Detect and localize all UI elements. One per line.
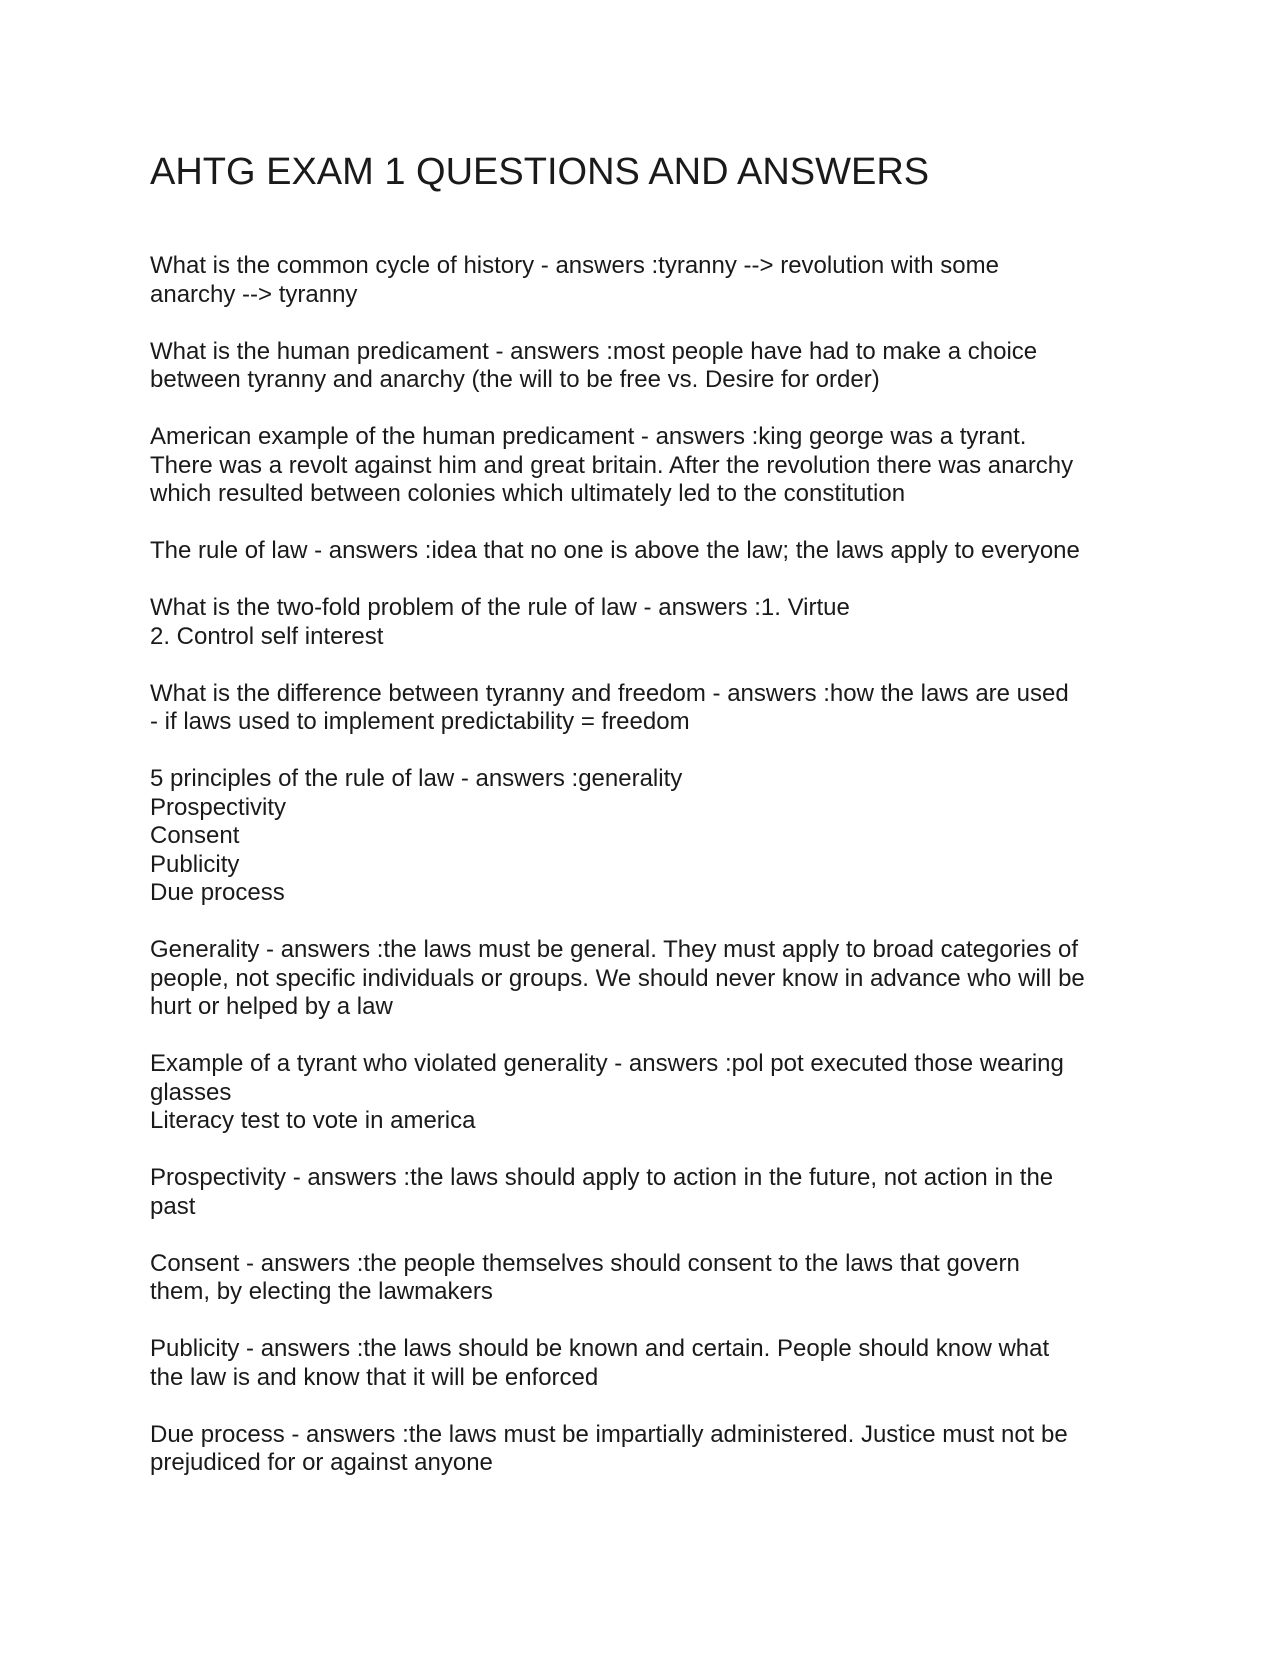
qa-entry <box>150 252 1140 309</box>
qa-entry <box>150 1164 1140 1221</box>
qa-line: prejudiced for or against anyone <box>150 1449 493 1476</box>
qa-line: which resulted between colonies which ultimately led to the constitution <box>150 480 906 507</box>
qa-line: Consent <box>150 822 240 849</box>
qa-line: Prospectivity <box>150 793 287 821</box>
qa-line: Due process - answers :the laws must be impartially administered. Justice must not be <box>150 1420 1068 1448</box>
qa-line: What is the difference between tyranny and freedom - answers :how the laws are used <box>150 679 1069 707</box>
qa-line: Generality - answers :the laws must be general. They must apply to broad categories of <box>150 936 1079 963</box>
qa-line: Prospectivity - answers :the laws should apply to action in the future, not action in the <box>150 1164 1054 1191</box>
qa-line: people, not specific individuals or groups. We should never know in advance who will be <box>150 964 1085 992</box>
qa-entry <box>150 680 1140 737</box>
qa-line: anarchy --> tyranny <box>150 280 358 308</box>
qa-line: the law is and know that it will be enforced <box>150 1363 599 1391</box>
qa-line: 5 principles of the rule of law - answers :generality <box>150 765 683 792</box>
qa-line: - if laws used to implement predictability = freedom <box>150 708 690 735</box>
qa-line: Consent - answers :the people themselves should consent to the laws that govern <box>150 1249 1020 1277</box>
qa-line: hurt or helped by a law <box>150 993 393 1020</box>
qa-entry <box>150 936 1140 1022</box>
qa-entry <box>150 423 1140 509</box>
qa-entry <box>150 338 1140 395</box>
qa-entry <box>150 1421 1140 1478</box>
qa-line: Publicity <box>150 850 240 878</box>
qa-line: 2. Control self interest <box>150 622 384 650</box>
qa-line: them, by electing the lawmakers <box>150 1278 493 1305</box>
qa-line: Literacy test to vote in america <box>150 1107 476 1134</box>
qa-line: There was a revolt against him and great britain. After the revolution there was anarchy <box>150 451 1074 479</box>
qa-line: The rule of law - answers :idea that no one is above the law; the laws apply to everyone <box>150 537 1080 564</box>
qa-line: glasses <box>150 1078 232 1106</box>
qa-line: between tyranny and anarchy (the will to be free vs. Desire for order) <box>150 366 880 393</box>
qa-line: Publicity - answers :the laws should be known and certain. People should know what <box>150 1335 1050 1362</box>
qa-entry <box>150 1050 1140 1136</box>
document-page <box>150 150 1140 1506</box>
qa-line: What is the common cycle of history - answers :tyranny --> revolution with some <box>150 252 999 279</box>
qa-entry <box>150 537 1140 566</box>
qa-line: Example of a tyrant who violated generality - answers :pol pot executed those wearing <box>150 1050 1064 1077</box>
qa-line: past <box>150 1192 196 1220</box>
qa-line: American example of the human predicament - answers :king george was a tyrant. <box>150 423 1027 450</box>
qa-line: What is the human predicament - answers :most people have had to make a choice <box>150 337 1038 365</box>
qa-entry <box>150 1250 1140 1307</box>
qa-entry <box>150 765 1140 908</box>
qa-entry <box>150 594 1140 651</box>
qa-entry <box>150 1335 1140 1392</box>
qa-line: Due process <box>150 879 285 906</box>
page-title: AHTG EXAM 1 QUESTIONS AND ANSWERS <box>150 151 930 193</box>
qa-line: What is the two-fold problem of the rule of law - answers :1. Virtue <box>150 594 850 621</box>
